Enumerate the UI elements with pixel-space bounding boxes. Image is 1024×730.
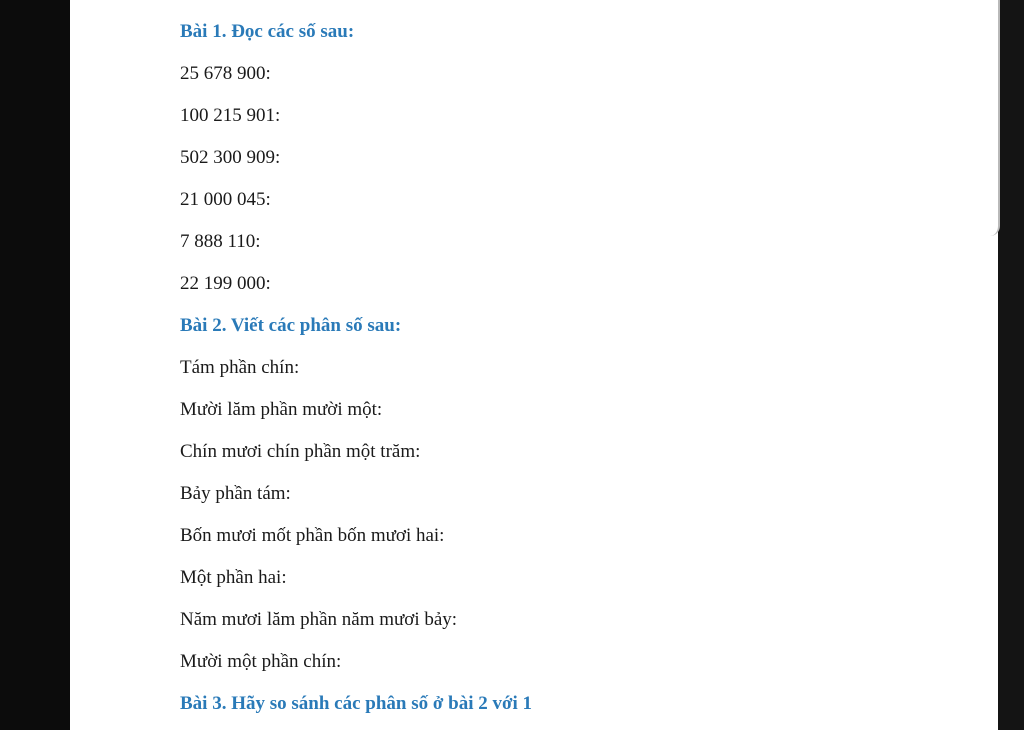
section-2-item: Năm mươi lăm phần năm mươi bảy: bbox=[180, 609, 458, 630]
section-2-item: Một phần hai: bbox=[180, 567, 287, 588]
section-1-item: 7 888 110: bbox=[180, 231, 261, 252]
section-2-heading: Bài 2. Viết các phân số sau: bbox=[180, 315, 402, 336]
section-2-item: Tám phần chín: bbox=[180, 357, 300, 378]
section-1-item: 502 300 909: bbox=[180, 147, 281, 168]
section-1-item: 25 678 900: bbox=[180, 63, 271, 84]
section-1-item: 21 000 045: bbox=[180, 189, 271, 210]
section-2-item: Mười một phần chín: bbox=[180, 651, 342, 672]
section-2-item: Bảy phần tám: bbox=[180, 483, 291, 504]
scrollbar-edge[interactable] bbox=[990, 0, 1000, 236]
section-1-item: 22 199 000: bbox=[180, 273, 271, 294]
section-2-item: Mười lăm phần mười một: bbox=[180, 399, 383, 420]
section-2-item: Bốn mươi mốt phần bốn mươi hai: bbox=[180, 525, 445, 546]
section-1-heading: Bài 1. Đọc các số sau: bbox=[180, 21, 355, 42]
right-margin-band bbox=[998, 0, 1024, 730]
section-2-item: Chín mươi chín phần một trăm: bbox=[180, 441, 421, 462]
cropped-title-fragment bbox=[440, 0, 620, 4]
section-1-item: 100 215 901: bbox=[180, 105, 281, 126]
section-3-heading: Bài 3. Hãy so sánh các phân số ở bài 2 với 1 bbox=[180, 693, 533, 714]
